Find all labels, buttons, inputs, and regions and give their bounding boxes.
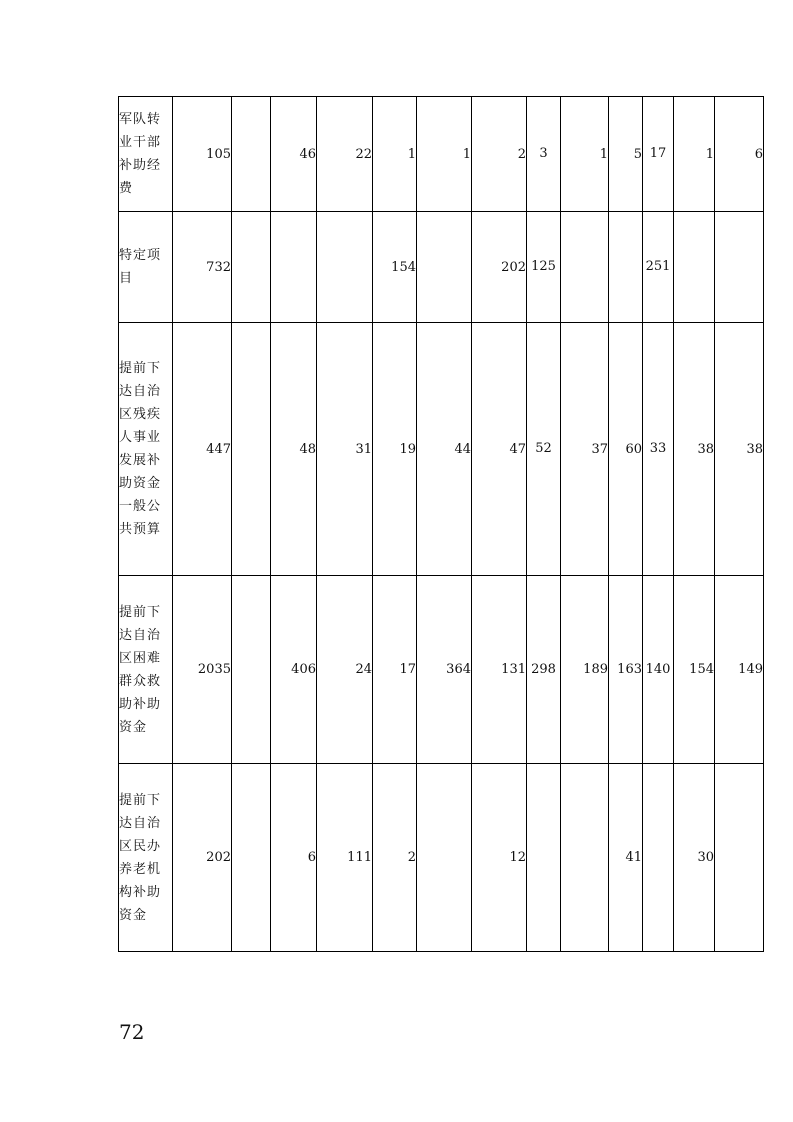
table-cell: 2 [373,764,417,952]
table-row [119,212,764,323]
table-cell: 37 [561,323,609,576]
table-cell: 38 [674,323,715,576]
table-cell: 202 [173,764,232,952]
table-cell: 5 [609,97,643,212]
table-cell: 1 [561,97,609,212]
table-cell: 33 [643,323,674,576]
table-cell [643,764,674,952]
table-cell: 298 [527,576,561,764]
table-cell: 1 [373,97,417,212]
table-cell: 1 [674,97,715,212]
table-row [119,323,764,576]
table-cell: 111 [317,764,373,952]
row-label: 特定项目 [119,212,173,323]
table-cell: 406 [271,576,317,764]
table-cell: 140 [643,576,674,764]
table-cell: 52 [527,323,561,576]
row-label: 提前下达自治区困难群众救助补助资金 [119,576,173,764]
table-cell [561,212,609,323]
table-row [119,764,764,952]
table-cell: 125 [527,212,561,323]
table-cell: 2035 [173,576,232,764]
table-cell [232,576,271,764]
table-cell [609,212,643,323]
table-cell [232,212,271,323]
table-cell: 149 [715,576,764,764]
table-cell: 19 [373,323,417,576]
table-cell: 47 [472,323,527,576]
table-row [119,576,764,764]
table-cell [417,764,472,952]
table-cell: 46 [271,97,317,212]
table-cell [561,764,609,952]
table-cell: 364 [417,576,472,764]
table-cell: 60 [609,323,643,576]
table-cell: 6 [715,97,764,212]
table-cell: 2 [472,97,527,212]
funding-table [118,96,764,952]
table-cell: 732 [173,212,232,323]
table-cell: 6 [271,764,317,952]
row-label: 提前下达自治区残疾人事业发展补助资金一般公共预算 [119,323,173,576]
table-cell: 154 [373,212,417,323]
table-cell: 44 [417,323,472,576]
table-cell: 30 [674,764,715,952]
table-cell [674,212,715,323]
page-number: 72 [119,1020,145,1044]
table-cell: 17 [643,97,674,212]
table-cell: 154 [674,576,715,764]
table-cell: 12 [472,764,527,952]
table-cell [527,764,561,952]
table-cell [715,764,764,952]
table-cell [715,212,764,323]
table-cell [417,212,472,323]
table-cell: 22 [317,97,373,212]
row-label: 提前下达自治区民办养老机构补助资金 [119,764,173,952]
table-cell: 31 [317,323,373,576]
table-cell: 251 [643,212,674,323]
table-cell: 447 [173,323,232,576]
table-cell: 38 [715,323,764,576]
table-cell [232,323,271,576]
table-cell: 202 [472,212,527,323]
table-cell: 17 [373,576,417,764]
table-cell [271,212,317,323]
table-cell: 24 [317,576,373,764]
table-cell: 163 [609,576,643,764]
table-row [119,97,764,212]
table-cell: 189 [561,576,609,764]
table-cell [232,97,271,212]
table-cell: 3 [527,97,561,212]
table-cell: 105 [173,97,232,212]
table-cell: 1 [417,97,472,212]
table-cell: 131 [472,576,527,764]
table-cell: 48 [271,323,317,576]
table-cell: 41 [609,764,643,952]
table-cell [232,764,271,952]
row-label: 军队转业干部补助经费 [119,97,173,212]
table-cell [317,212,373,323]
